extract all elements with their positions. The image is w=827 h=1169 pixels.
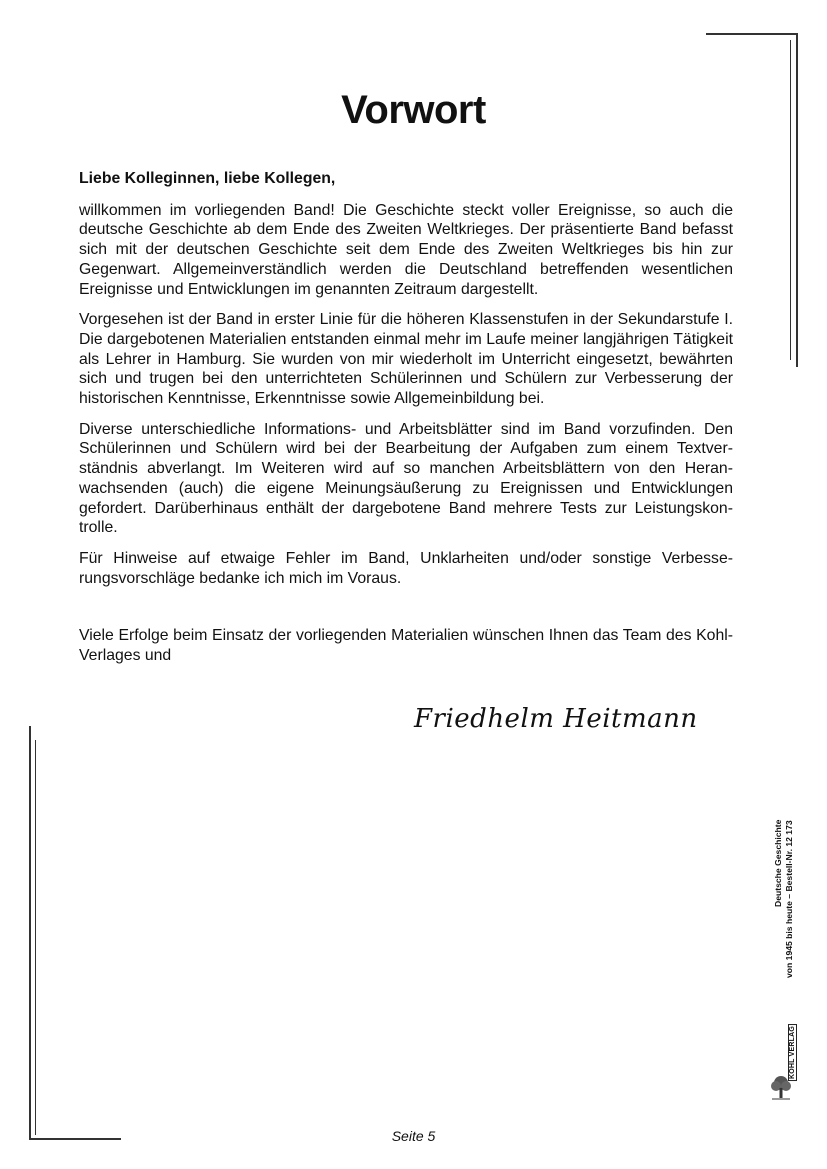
foreword-body [79,169,733,666]
greeting: Liebe Kolleginnen, liebe Kollegen, [79,170,336,187]
book-info-text [773,820,797,1020]
paragraph-3: Diverse unterschiedliche Informations- und Arbeitsblätter sind im Band vorzufinden. Den Schülerinnen und Schülern wird bei der Bearbeitung der Aufgaben zum einem Textverständnis abverlangt. Im Weiteren wird auf so manchen Arbeitsblättern von den Heranwachsenden (auch) die eigene Meinungsäußerung zu Ereignissen und Entwicklungen gefordert. Darüberhinaus enthält der dargebotene Band mehrere Tests zur Leistungskontrolle. [79,420,733,537]
page-number: Seite 5 [391,1128,436,1144]
page-title: Vorwort [341,88,486,132]
frame-top-right-horizontal [706,33,797,35]
side-book-info [764,820,804,1100]
signature: Friedhelm Heitmann [414,704,698,734]
tree-logo-icon [768,1072,794,1100]
book-order-line: von 1945 bis heute – Bestell-Nr. 12 173 [784,820,794,978]
book-title-line: Deutsche Geschichte [773,820,783,908]
closing-text: Viele Erfolge beim Einsatz der vorliegenden Materialien wünschen Ihnen das Team des Kohl-Verlages und [79,627,733,665]
frame-bottom-left-vertical-inner [35,740,36,1135]
publisher-name: KOHL VERLAG [789,1026,796,1080]
paragraph-1: willkommen im vorliegenden Band! Die Geschichte steckt voller Ereignisse, so auch die deutsche Geschichte ab dem Ende des Zweiten Weltkrieges. Der präsentierte Band befasst sich mit der deutschen Geschichte seit dem Ende des Zweiten Weltkrieges bis hin zur Gegenwart. Allgemeinverständlich werden die Deutschland betreffenden wesentlichen Ereignisse und Entwicklungen im genannten Zeitraum dargestellt. [79,201,733,298]
frame-top-right-vertical-outer [796,33,798,367]
paragraph-4: Für Hinweise auf etwaige Fehler im Band, Unklarheiten und/oder sonstige Verbesserungsvorschläge bedanke ich mich im Voraus. [79,549,733,587]
paragraph-2: Vorgesehen ist der Band in erster Linie für die höheren Klassenstufen in der Sekundarstufe I. Die dargebotenen Materialien entstanden einmal mehr im Laufe meiner langjährigen Tätigkeit als Lehrer in Hamburg. Sie wurden von mir wiederholt im Unterricht eingesetzt, bewährten sich und trugen bei den unterrichteten Schülerinnen und Schülern zur Verbesserung der historischen Kenntnisse, Erkenntnisse sowie Allgemeinbildung bei. [79,311,733,408]
publisher-logo [768,1024,798,1100]
frame-bottom-left-vertical-outer [29,726,31,1140]
